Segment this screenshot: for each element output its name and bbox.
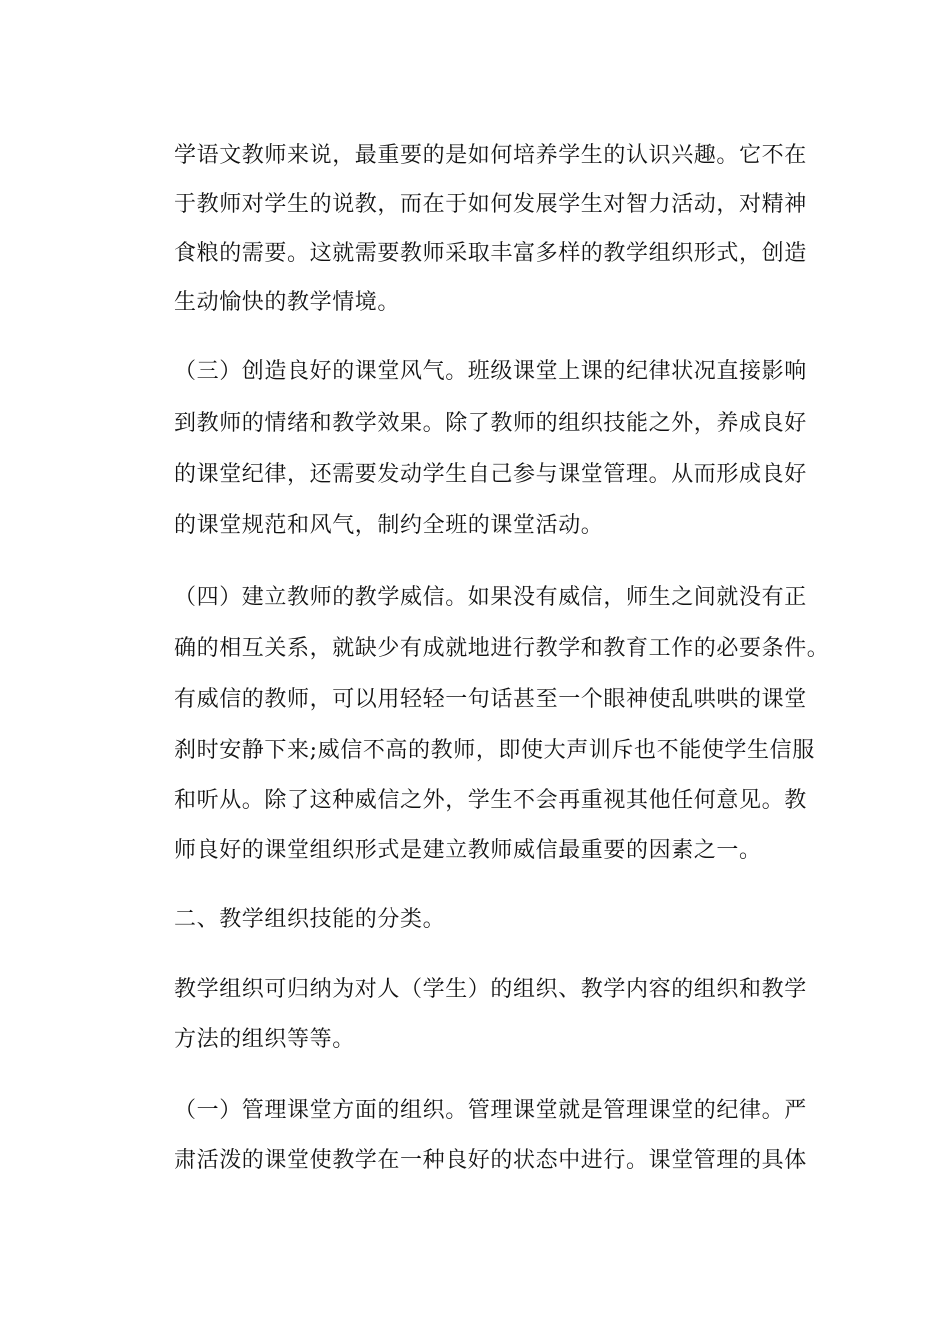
text-line: 有威信的教师，可以用轻轻一句话甚至一个眼神使乱哄哄的课堂: [174, 687, 807, 712]
text-line: 刹时安静下来;威信不高的教师，即使大声训斥也不能使学生信服: [174, 738, 815, 763]
text-line: 于教师对学生的说教，而在于如何发展学生对智力活动，对精神: [174, 192, 807, 217]
heading-text: 二、教学组织技能的分类。: [174, 907, 446, 932]
text-line: 方法的组织等等。: [174, 1027, 355, 1052]
text-line: 肃活泼的课堂使教学在一种良好的状态中进行。课堂管理的具体: [174, 1148, 807, 1173]
text-line: 确的相互关系，就缺少有成就地进行教学和教育工作的必要条件。: [174, 636, 830, 661]
text-line: 教学组织可归纳为对人（学生）的组织、教学内容的组织和教学: [174, 977, 807, 1002]
text-line: 生动愉快的教学情境。: [174, 290, 401, 315]
text-line: 的课堂纪律，还需要发动学生自己参与课堂管理。从而形成良好: [174, 462, 807, 487]
text-line: 到教师的情绪和教学效果。除了教师的组织技能之外，养成良好: [174, 411, 807, 436]
text-line: （一）管理课堂方面的组织。管理课堂就是管理课堂的纪律。严: [174, 1098, 807, 1123]
text-line: 师良好的课堂组织形式是建立教师威信最重要的因素之一。: [174, 838, 762, 863]
text-line: （四）建立教师的教学威信。如果没有威信，师生之间就没有正: [174, 585, 807, 610]
text-line: 食粮的需要。这就需要教师采取丰富多样的教学组织形式，创造: [174, 241, 807, 266]
text-line: （三）创造良好的课堂风气。班级课堂上课的纪律状况直接影响: [174, 359, 807, 384]
text-line: 和听从。除了这种威信之外，学生不会再重视其他任何意见。教: [174, 788, 807, 813]
text-line: 学语文教师来说，最重要的是如何培养学生的认识兴趣。它不在: [174, 143, 807, 168]
text-line: 的课堂规范和风气，制约全班的课堂活动。: [174, 513, 604, 538]
